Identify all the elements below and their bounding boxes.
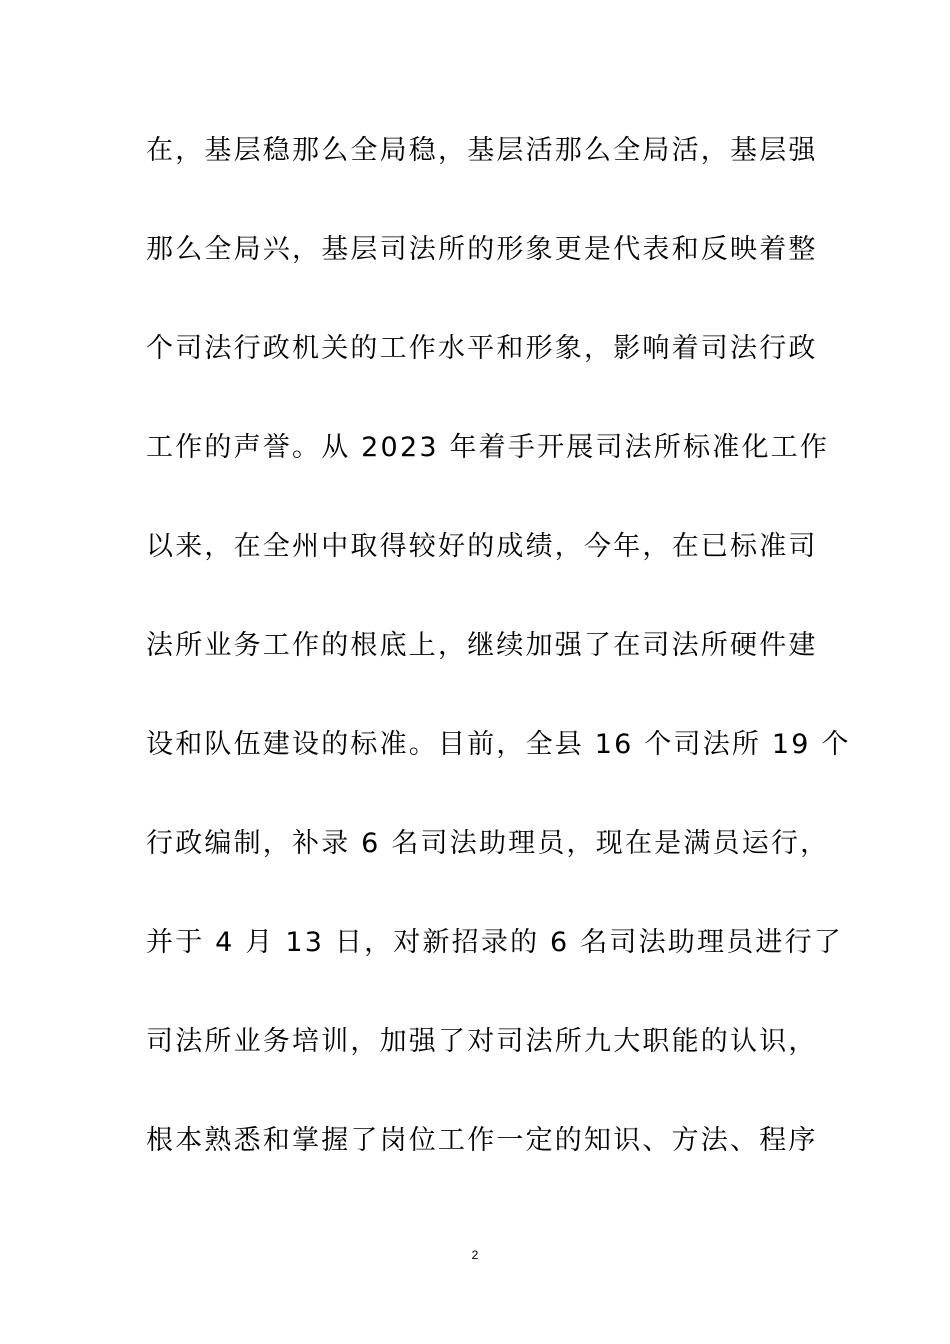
text-line: 在，基层稳那么全局稳，基层活那么全局活，基层强 <box>146 135 818 166</box>
text-line: 设和队伍建设的标准。目前，全县 16 个司法所 19 个 <box>146 729 851 760</box>
text-line: 司法所业务培训，加强了对司法所九大职能的认识， <box>146 1026 818 1057</box>
text-line: 并于 4 月 13 日，对新招录的 6 名司法助理员进行了 <box>146 927 844 958</box>
text-line: 个司法行政机关的工作水平和形象，影响着司法行政 <box>146 333 818 364</box>
text-line: 以来，在全州中取得较好的成绩，今年，在已标准司 <box>146 531 818 562</box>
page-number: 2 <box>471 1248 479 1262</box>
body-text <box>146 128 851 1217</box>
text-line: 根本熟悉和掌握了岗位工作一定的知识、方法、程序 <box>146 1125 818 1156</box>
text-line: 那么全局兴，基层司法所的形象更是代表和反映着整 <box>146 234 818 265</box>
text-line: 法所业务工作的根底上，继续加强了在司法所硬件建 <box>146 630 818 661</box>
text-line: 行政编制，补录 6 名司法助理员，现在是满员运行， <box>146 828 830 859</box>
text-line: 工作的声誉。从 2023 年着手开展司法所标准化工作 <box>146 432 830 463</box>
